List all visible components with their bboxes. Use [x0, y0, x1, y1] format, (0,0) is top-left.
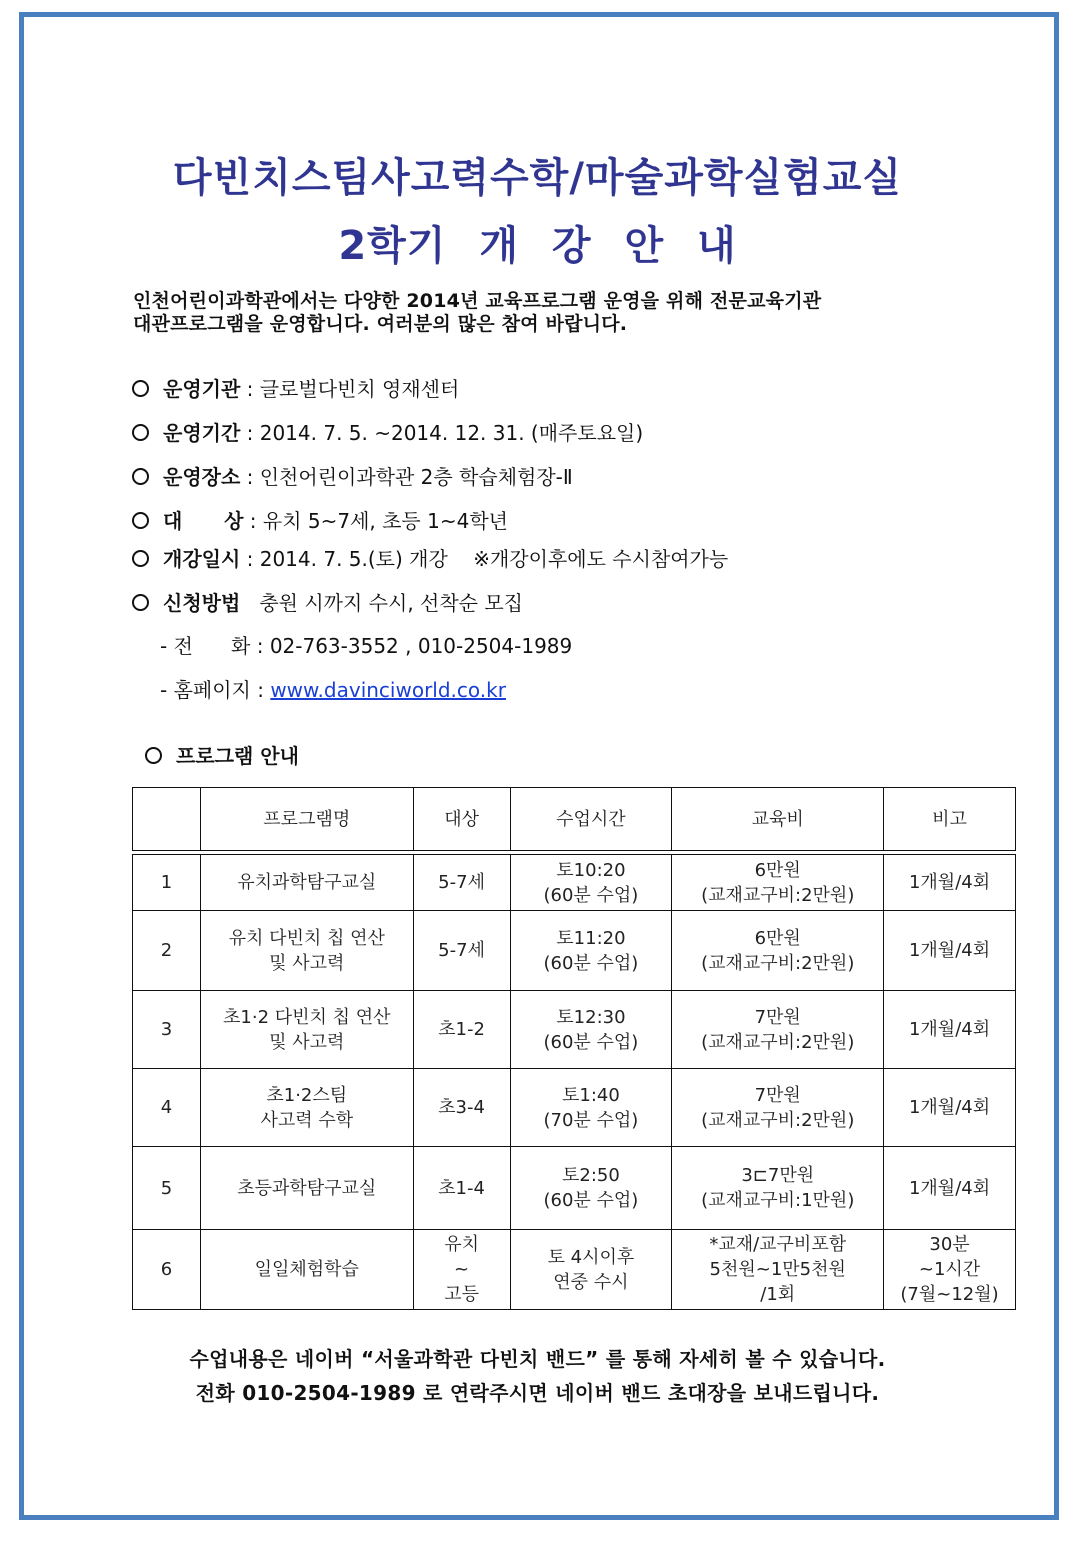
circle-bullet-icon	[132, 594, 149, 611]
circle-bullet-icon	[145, 747, 162, 764]
info-opening: 개강일시 : 2014. 7. 5.(토) 개강 ※개강이후에도 수시참여가능	[132, 543, 728, 572]
cell-name-line: 및 사고력	[269, 952, 345, 974]
cell-name-line: 유치과학탐구교실	[237, 872, 377, 893]
cell-name-line: 사고력 수학	[260, 1109, 354, 1131]
header-cell: 비고	[884, 788, 1016, 851]
cell-no: 3	[133, 991, 201, 1069]
info-organizer: 운영기관 : 글로벌다빈치 영재센터	[132, 373, 459, 402]
cell-time	[510, 911, 672, 991]
cell-target	[413, 1147, 510, 1230]
cell-time	[510, 1147, 672, 1230]
cell-note	[884, 1230, 1016, 1310]
circle-bullet-icon	[132, 512, 149, 529]
intro-line-1: 인천어린이과학관에서는 다양한 2014년 교육프로그램 운영을 위해 전문교육기관	[133, 290, 822, 312]
contact-phone: - 전 화 : 02-763-3552 , 010-2504-1989	[160, 634, 573, 658]
cell-note-line: ~1시간	[918, 1259, 981, 1280]
cell-name-line: 및 사고력	[269, 1031, 345, 1053]
cell-note	[884, 991, 1016, 1069]
cell-time-line: (70분 수업)	[543, 1109, 639, 1131]
cell-note-line: 1개월/4회	[908, 1019, 991, 1040]
program-table	[132, 787, 1016, 1310]
cell-fee-line: (교재교구비:1만원)	[701, 1190, 855, 1211]
cell-fee-line: 7만원	[754, 1006, 801, 1028]
circle-bullet-icon	[132, 380, 149, 397]
cell-name	[200, 911, 413, 991]
cell-time-line: 토2:50	[562, 1165, 620, 1186]
cell-name	[200, 1230, 413, 1310]
cell-name-line: 유치 다빈치 칩 연산	[228, 927, 385, 949]
cell-fee-line: (교재교구비:2만원)	[701, 1031, 855, 1053]
cell-note-line: 1개월/4회	[908, 1177, 991, 1199]
cell-target-line: 5-7세	[438, 940, 485, 961]
cell-target	[413, 911, 510, 991]
cell-no: 6	[133, 1230, 201, 1310]
intro-paragraph	[133, 290, 963, 336]
cell-name	[200, 991, 413, 1069]
cell-note	[884, 855, 1016, 911]
cell-time-line: (60분 수업)	[543, 884, 639, 906]
table-row	[133, 1069, 1016, 1147]
header-cell: 프로그램명	[200, 788, 413, 851]
cell-note	[884, 1069, 1016, 1147]
cell-fee-line: /1회	[760, 1284, 796, 1305]
table-row	[133, 1147, 1016, 1230]
cell-fee	[672, 1069, 884, 1147]
cell-fee-line: (교재교구비:2만원)	[701, 952, 855, 974]
footer-line-2: 전화 010-2504-1989 로 연락주시면 네이버 밴드 초대장을 보내드립니다.	[195, 1381, 880, 1405]
cell-time-line: 토11:20	[556, 927, 626, 949]
cell-name	[200, 855, 413, 911]
cell-time-line: 토10:20	[556, 859, 626, 881]
cell-fee	[672, 855, 884, 911]
info-target: 대 상 : 유치 5~7세, 초등 1~4학년	[132, 505, 508, 534]
cell-fee	[672, 991, 884, 1069]
cell-no: 5	[133, 1147, 201, 1230]
cell-name	[200, 1069, 413, 1147]
circle-bullet-icon	[132, 468, 149, 485]
cell-time-line: 토12:30	[556, 1006, 626, 1028]
cell-fee-line: 6만원	[754, 927, 801, 949]
cell-name-line: 초1·2 다빈치 칩 연산	[223, 1006, 391, 1028]
table-row	[133, 911, 1016, 991]
header-cell: 수업시간	[510, 788, 672, 851]
cell-note-line: 30분	[929, 1234, 970, 1255]
cell-note	[884, 1147, 1016, 1230]
cell-name-line: 일일체험학습	[254, 1259, 359, 1280]
cell-note-line: 1개월/4회	[908, 940, 991, 961]
cell-no: 2	[133, 911, 201, 991]
cell-fee-line: 7만원	[754, 1084, 801, 1106]
cell-fee-line: *교재/교구비포함	[709, 1234, 847, 1255]
cell-target	[413, 1069, 510, 1147]
cell-name-line: 초등과학탐구교실	[237, 1177, 377, 1199]
cell-target-line: 유치	[444, 1234, 479, 1255]
cell-time-line: 토 4시이후	[547, 1246, 635, 1268]
cell-time-line: (60분 수업)	[543, 1031, 639, 1053]
footer-line-1: 수업내용은 네이버 “서울과학관 다빈치 밴드” 를 통해 자세히 볼 수 있습니다.	[189, 1347, 886, 1371]
cell-fee-line: (교재교구비:2만원)	[701, 1109, 855, 1131]
info-application: 신청방법 충원 시까지 수시, 선착순 모집	[132, 587, 523, 616]
cell-target-line: 초3-4	[438, 1097, 485, 1118]
table-row	[133, 855, 1016, 911]
cell-fee-line: 3⊏7만원	[741, 1165, 815, 1186]
cell-fee	[672, 911, 884, 991]
cell-time	[510, 991, 672, 1069]
cell-fee-line: (교재교구비:2만원)	[701, 884, 855, 906]
cell-target	[413, 991, 510, 1069]
cell-target-line: ~	[454, 1259, 470, 1280]
page-subtitle: 2학기 개 강 안 내	[338, 223, 737, 269]
cell-fee-line: 6만원	[754, 859, 801, 881]
cell-time-line: (60분 수업)	[543, 1190, 639, 1211]
cell-time	[510, 855, 672, 911]
circle-bullet-icon	[132, 424, 149, 441]
table-row	[133, 1230, 1016, 1310]
header-cell: 교육비	[672, 788, 884, 851]
cell-target-line: 초1-4	[438, 1177, 485, 1199]
page-title: 다빈치스팀사고력수학/마술과학실험교실	[172, 155, 903, 201]
cell-time	[510, 1069, 672, 1147]
info-location: 운영장소 : 인천어린이과학관 2층 학습체험장-Ⅱ	[132, 461, 573, 490]
cell-note-line: (7월~12월)	[900, 1284, 999, 1305]
cell-target-line: 5-7세	[438, 872, 485, 893]
cell-time-line: 토1:40	[562, 1084, 620, 1106]
cell-no: 1	[133, 855, 201, 911]
cell-fee	[672, 1147, 884, 1230]
cell-target	[413, 855, 510, 911]
contact-homepage: - 홈페이지 : www.davinciworld.co.kr	[160, 678, 506, 702]
header-cell	[133, 788, 201, 851]
cell-target	[413, 1230, 510, 1310]
cell-target-line: 고등	[444, 1284, 479, 1305]
table-header-row	[133, 788, 1016, 851]
cell-note	[884, 911, 1016, 991]
homepage-link[interactable]: www.davinciworld.co.kr	[270, 678, 506, 702]
cell-name	[200, 1147, 413, 1230]
header-cell: 대상	[413, 788, 510, 851]
table-row	[133, 991, 1016, 1069]
cell-time-line: (60분 수업)	[543, 952, 639, 974]
cell-target-line: 초1-2	[438, 1019, 485, 1040]
cell-no: 4	[133, 1069, 201, 1147]
cell-note-line: 1개월/4회	[908, 1097, 991, 1118]
cell-time-line: 연중 수시	[553, 1271, 629, 1293]
cell-note-line: 1개월/4회	[908, 872, 991, 893]
intro-line-2: 대관프로그램을 운영합니다. 여러분의 많은 참여 바랍니다.	[133, 313, 628, 335]
program-section-title: 프로그램 안내	[145, 740, 299, 769]
cell-fee	[672, 1230, 884, 1310]
cell-fee-line: 5천원~1만5천원	[709, 1259, 846, 1280]
cell-time	[510, 1230, 672, 1310]
cell-name-line: 초1·2스팀	[266, 1084, 348, 1106]
info-period: 운영기간 : 2014. 7. 5. ~2014. 12. 31. (매주토요일)	[132, 417, 643, 446]
circle-bullet-icon	[132, 550, 149, 567]
